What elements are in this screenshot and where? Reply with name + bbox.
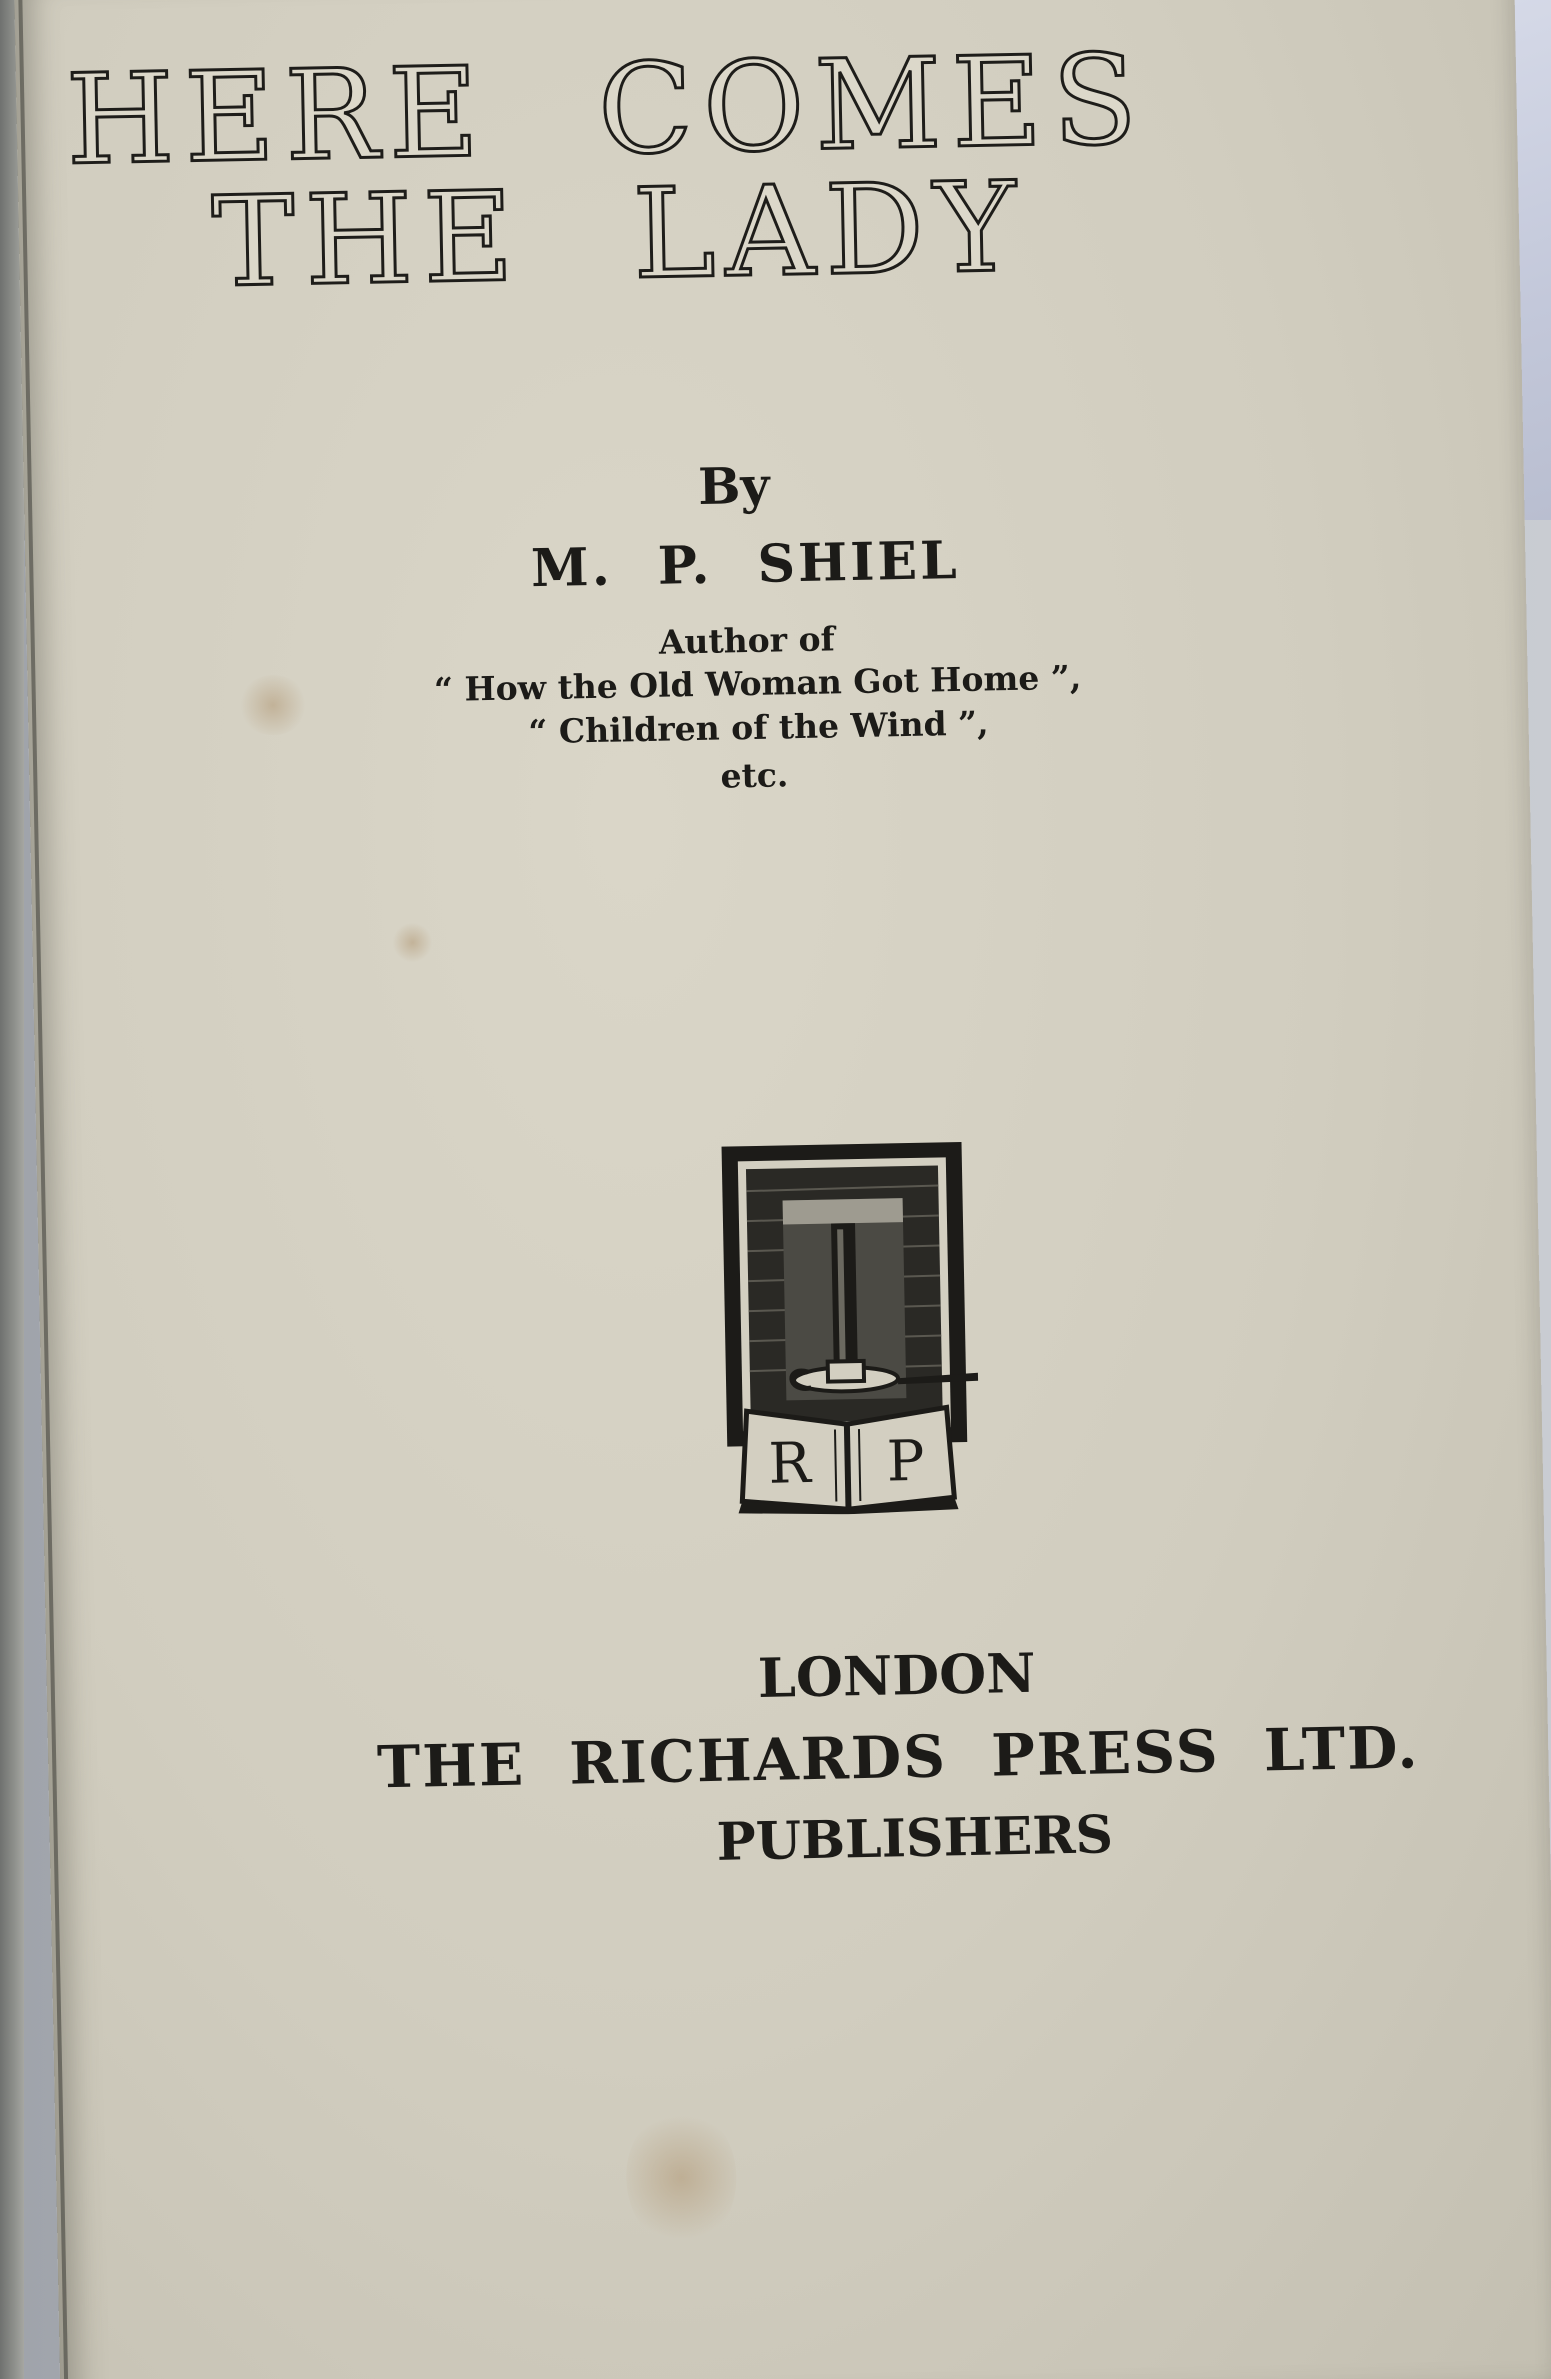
device-letter-p: P: [886, 1428, 926, 1495]
candle-on-open-book-device: [711, 1137, 988, 1517]
imprint-role: PUBLISHERS: [716, 1804, 1114, 1873]
imprint-city: LONDON: [757, 1640, 1037, 1711]
imprint-publisher: THE RICHARDS PRESS LTD.: [376, 1713, 1421, 1802]
byline-by: By: [697, 455, 771, 516]
foxing-spot: [625, 2107, 738, 2249]
other-works-etc: etc.: [720, 755, 789, 796]
device-letter-r: R: [767, 1430, 812, 1497]
author-name: M. P. SHIEL: [530, 529, 961, 600]
book-title-line-2: THE LADY: [210, 155, 1028, 316]
author-of-label: Author of: [658, 619, 836, 662]
title-page: [14, 0, 1551, 2379]
foxing-spot: [237, 674, 308, 735]
foxing-spot: [392, 922, 433, 963]
book-title-line-1: HERE COMES: [64, 28, 1149, 194]
other-work-2: “ Children of the Wind ”,: [528, 703, 989, 752]
other-work-1: “ How the Old Woman Got Home ”,: [433, 657, 1082, 710]
